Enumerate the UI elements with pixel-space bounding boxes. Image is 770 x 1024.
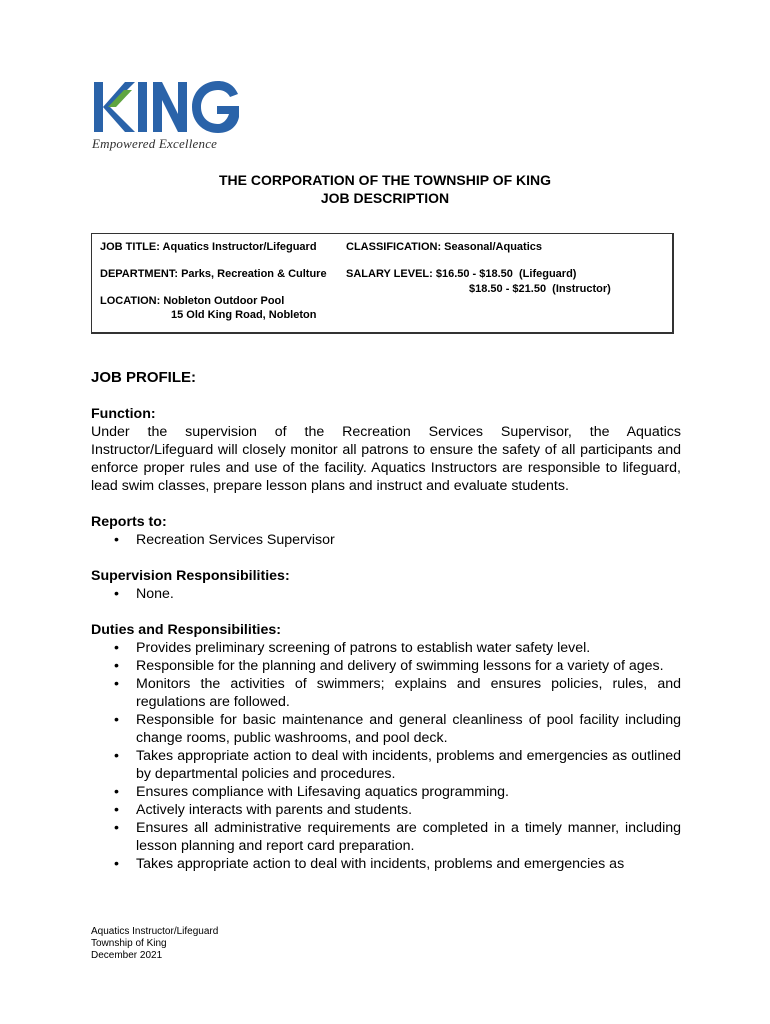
reports-to-label: Reports to: <box>91 514 167 530</box>
footer-organization: Township of King <box>91 938 167 949</box>
list-item: • Ensures all administrative requirements are completed in a timely manner, including lesson planning and report card preparation. <box>91 819 681 855</box>
job-info-box <box>91 233 674 334</box>
duties-list <box>91 639 681 873</box>
duties-label: Duties and Responsibilities: <box>91 622 281 638</box>
list-item: • Responsible for the planning and delivery of swimming lessons for a variety of ages. <box>91 657 681 675</box>
list-item: • Actively interacts with parents and students. <box>91 801 681 819</box>
list-item: • Recreation Services Supervisor <box>91 531 681 549</box>
footer-date: December 2021 <box>91 950 163 961</box>
supervision-label: Supervision Responsibilities: <box>91 568 290 584</box>
salary-level-line2: $18.50 - $21.50 (Instructor) <box>469 283 611 295</box>
footer-job-title: Aquatics Instructor/Lifeguard <box>91 926 219 937</box>
function-label: Function: <box>91 406 156 422</box>
supervision-list <box>91 585 681 603</box>
classification: CLASSIFICATION: Seasonal/Aquatics <box>346 241 542 253</box>
job-title: JOB TITLE: Aquatics Instructor/Lifeguard <box>100 241 317 253</box>
location-line1: LOCATION: Nobleton Outdoor Pool <box>100 295 285 307</box>
location-line2: 15 Old King Road, Nobleton <box>171 309 317 321</box>
list-item: • None. <box>91 585 681 603</box>
list-item: • Ensures compliance with Lifesaving aquatics programming. <box>91 783 681 801</box>
logo-tagline: Empowered Excellence <box>92 136 218 151</box>
department: DEPARTMENT: Parks, Recreation & Culture <box>100 268 327 280</box>
list-item: • Responsible for basic maintenance and general cleanliness of pool facility including change rooms, public washrooms, and pool deck. <box>91 711 681 747</box>
list-item: • Takes appropriate action to deal with incidents, problems and emergencies as <box>91 855 681 873</box>
document-organization-heading: THE CORPORATION OF THE TOWNSHIP OF KING <box>218 172 552 188</box>
salary-level-line1: SALARY LEVEL: $16.50 - $18.50 (Lifeguard) <box>346 268 577 280</box>
function-text: Under the supervision of the Recreation Services Supervisor, the Aquatics Instructor/Lifeguard will closely monitor all patrons to ensure the safety of all participants and enforce proper rules and use of the facility. Aquatics Instructors are responsible to lifeguard, lead swim classes, prepare lesson plans and instruct and evaluate students. <box>91 424 681 494</box>
list-item: • Monitors the activities of swimmers; explains and ensures policies, rules, and regulations are followed. <box>91 675 681 711</box>
reports-to-list <box>91 531 681 549</box>
list-item: • Provides preliminary screening of patrons to establish water safety level. <box>91 639 681 657</box>
list-item: • Takes appropriate action to deal with incidents, problems and emergencies as outlined by departmental policies and procedures. <box>91 747 681 783</box>
document-type-heading: JOB DESCRIPTION <box>320 190 450 206</box>
page-footer <box>91 926 218 962</box>
job-profile-title: JOB PROFILE: <box>91 369 197 386</box>
